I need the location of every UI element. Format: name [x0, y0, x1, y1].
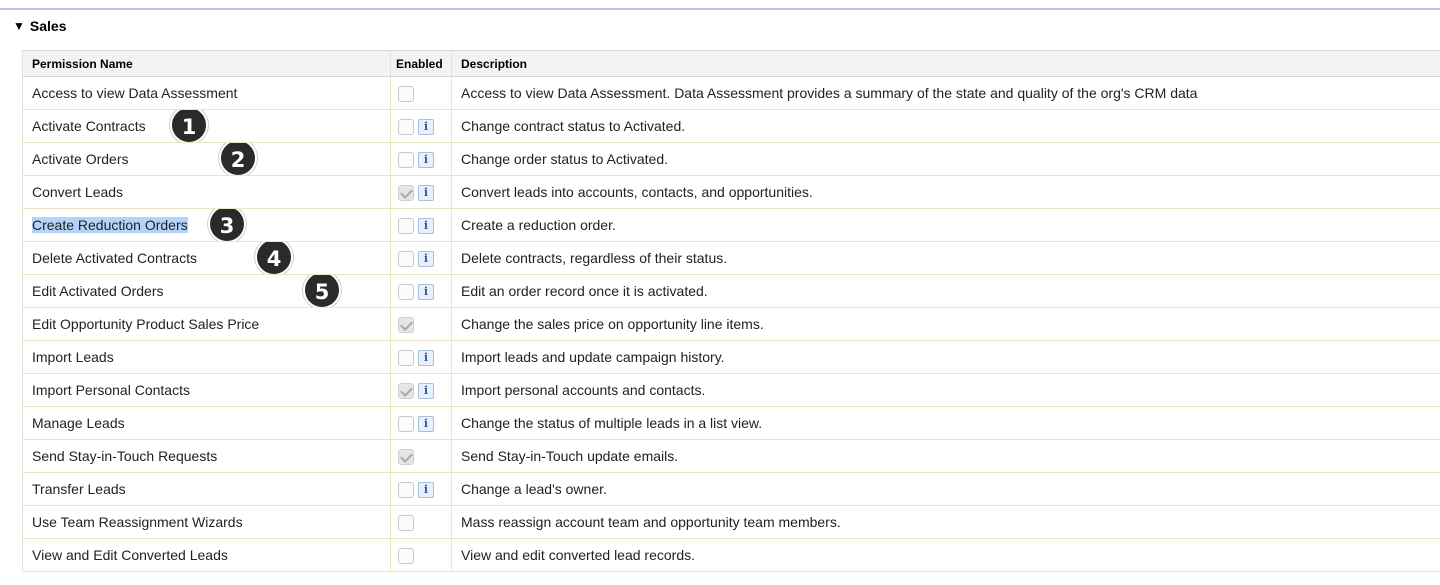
- enabled-cell: [391, 209, 452, 242]
- description-cell: Create a reduction order.: [452, 209, 1440, 242]
- permission-name: Access to view Data Assessment: [32, 85, 238, 101]
- permission-name-cell: [23, 308, 391, 341]
- permission-name: Manage Leads: [32, 415, 125, 431]
- description-cell: Change contract status to Activated.: [452, 110, 1440, 143]
- step-marker-5: 5: [303, 275, 341, 308]
- permission-name-wrapper: [32, 247, 282, 271]
- enabled-cell: [391, 440, 452, 473]
- table-row: [23, 176, 1440, 209]
- description-cell: Access to view Data Assessment. Data Assessment provides a summary of the state and quality of the org's CRM data: [452, 77, 1440, 110]
- table-row: [23, 110, 1440, 143]
- permission-name-wrapper: [32, 85, 237, 101]
- enabled-cell: [391, 407, 452, 440]
- permission-name-cell: [23, 209, 391, 242]
- table-row: [23, 143, 1440, 176]
- description-cell: Delete contracts, regardless of their status.: [452, 242, 1440, 275]
- checkbox-checked[interactable]: [398, 449, 414, 465]
- info-icon[interactable]: i: [418, 284, 434, 300]
- step-marker-3: 3: [208, 209, 246, 242]
- permission-name-cell: [23, 242, 391, 275]
- permission-name-wrapper: [32, 415, 125, 431]
- permission-name-wrapper: [32, 280, 330, 304]
- permission-name-wrapper: [32, 115, 197, 139]
- description-cell: Import personal accounts and contacts.: [452, 374, 1440, 407]
- permission-name-wrapper: [32, 514, 243, 530]
- permission-name-wrapper: [32, 481, 126, 497]
- permission-name: Import Personal Contacts: [32, 382, 190, 398]
- permission-name-cell: [23, 407, 391, 440]
- permission-name-cell: [23, 110, 391, 143]
- checkbox-unchecked[interactable]: [398, 350, 414, 366]
- enabled-cell: [391, 539, 452, 572]
- info-icon[interactable]: i: [418, 383, 434, 399]
- permission-name: Import Leads: [32, 349, 114, 365]
- permission-name-wrapper: [32, 547, 228, 563]
- checkbox-unchecked[interactable]: [398, 218, 414, 234]
- permission-name-wrapper: [32, 448, 217, 464]
- triangle-down-icon[interactable]: ▼: [13, 19, 25, 33]
- permission-name-wrapper: [32, 214, 235, 238]
- step-marker-4: 4: [255, 242, 293, 275]
- enabled-cell: [391, 176, 452, 209]
- table-row: [23, 209, 1440, 242]
- description-cell: Send Stay-in-Touch update emails.: [452, 440, 1440, 473]
- enabled-cell: [391, 374, 452, 407]
- description-cell: Mass reassign account team and opportunity team members.: [452, 506, 1440, 539]
- permission-name-wrapper: [32, 349, 114, 365]
- permissions-table: [22, 50, 1440, 572]
- enabled-cell: [391, 308, 452, 341]
- checkbox-checked[interactable]: [398, 383, 414, 399]
- permission-name: View and Edit Converted Leads: [32, 547, 228, 563]
- top-divider: [0, 8, 1440, 10]
- column-header-permission-name: Permission Name: [23, 51, 391, 77]
- section-header-sales[interactable]: [13, 16, 66, 36]
- description-cell: Change order status to Activated.: [452, 143, 1440, 176]
- column-header-description: Description: [452, 51, 1440, 77]
- permission-name: Edit Activated Orders: [32, 283, 164, 299]
- permission-name-cell: [23, 473, 391, 506]
- permission-name-cell: [23, 176, 391, 209]
- enabled-cell: [391, 143, 452, 176]
- permission-name: Send Stay-in-Touch Requests: [32, 448, 218, 464]
- description-cell: Change a lead's owner.: [452, 473, 1440, 506]
- table-row: [23, 440, 1440, 473]
- permission-name-cell: [23, 440, 391, 473]
- table-header-row: [23, 51, 1440, 77]
- checkbox-unchecked[interactable]: [398, 86, 414, 102]
- info-icon[interactable]: i: [418, 119, 434, 135]
- permission-name: Activate Contracts: [32, 118, 146, 134]
- checkbox-unchecked[interactable]: [398, 251, 414, 267]
- enabled-cell: [391, 77, 452, 110]
- info-icon[interactable]: i: [418, 185, 434, 201]
- permission-name-cell: [23, 539, 391, 572]
- info-icon[interactable]: i: [418, 251, 434, 267]
- description-cell: Convert leads into accounts, contacts, and opportunities.: [452, 176, 1440, 209]
- description-cell: Change the sales price on opportunity line items.: [452, 308, 1440, 341]
- section-title: Sales: [29, 18, 67, 34]
- permissions-table-wrapper: [22, 50, 1440, 572]
- permission-name: Convert Leads: [32, 184, 124, 200]
- info-icon[interactable]: i: [418, 416, 434, 432]
- permission-name-cell: [23, 341, 391, 374]
- permission-name: Activate Orders: [32, 151, 129, 167]
- table-row: [23, 341, 1440, 374]
- permission-name-cell: [23, 275, 391, 308]
- description-cell: Change the status of multiple leads in a list view.: [452, 407, 1440, 440]
- table-row: [23, 473, 1440, 506]
- description-cell: Import leads and update campaign history.: [452, 341, 1440, 374]
- permission-name-cell: [23, 506, 391, 539]
- checkbox-unchecked[interactable]: [398, 515, 414, 531]
- checkbox-unchecked[interactable]: [398, 482, 414, 498]
- table-row: [23, 242, 1440, 275]
- permission-name-cell: [23, 374, 391, 407]
- table-row: [23, 407, 1440, 440]
- column-header-enabled: Enabled: [391, 51, 452, 77]
- checkbox-unchecked[interactable]: [398, 119, 414, 135]
- step-marker-2: 2: [219, 143, 257, 176]
- permission-name: Transfer Leads: [32, 481, 126, 497]
- info-icon[interactable]: i: [418, 152, 434, 168]
- checkbox-checked[interactable]: [398, 317, 414, 333]
- description-cell: Edit an order record once it is activated.: [452, 275, 1440, 308]
- permission-name-wrapper: [32, 184, 123, 200]
- enabled-cell: [391, 275, 452, 308]
- enabled-cell: [391, 473, 452, 506]
- permission-name-wrapper: [32, 316, 259, 332]
- checkbox-unchecked[interactable]: [398, 548, 414, 564]
- table-row: [23, 308, 1440, 341]
- permission-name-wrapper: [32, 382, 190, 398]
- enabled-cell: [391, 341, 452, 374]
- table-row: [23, 77, 1440, 110]
- permission-name-cell: [23, 143, 391, 176]
- enabled-cell: [391, 110, 452, 143]
- enabled-cell: [391, 242, 452, 275]
- permission-name: Use Team Reassignment Wizards: [32, 514, 243, 530]
- info-icon[interactable]: i: [418, 482, 434, 498]
- table-row: [23, 374, 1440, 407]
- checkbox-checked[interactable]: [398, 185, 414, 201]
- step-marker-1: 1: [170, 110, 208, 143]
- permission-name-wrapper: [32, 148, 246, 172]
- enabled-cell: [391, 506, 452, 539]
- info-icon[interactable]: i: [418, 218, 434, 234]
- info-icon[interactable]: i: [418, 350, 434, 366]
- permission-name: Edit Opportunity Product Sales Price: [32, 316, 260, 332]
- checkbox-unchecked[interactable]: [398, 284, 414, 300]
- checkbox-unchecked[interactable]: [398, 152, 414, 168]
- description-cell: View and edit converted lead records.: [452, 539, 1440, 572]
- permission-name: Create Reduction Orders: [32, 217, 188, 233]
- checkbox-unchecked[interactable]: [398, 416, 414, 432]
- table-row: [23, 506, 1440, 539]
- table-row: [23, 539, 1440, 572]
- permission-name: Delete Activated Contracts: [32, 250, 197, 266]
- table-row: [23, 275, 1440, 308]
- permission-name-cell: [23, 77, 391, 110]
